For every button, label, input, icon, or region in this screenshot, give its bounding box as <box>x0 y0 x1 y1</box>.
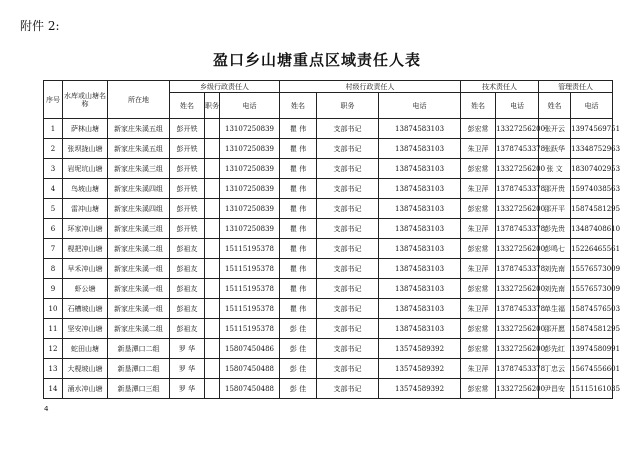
township-name: 彭开铁 <box>170 159 205 179</box>
village-post: 支部书记 <box>317 139 379 159</box>
row-number: 11 <box>44 319 63 339</box>
township-phone: 15115195378 <box>220 319 280 339</box>
header-v-name: 姓名 <box>280 93 317 119</box>
township-post <box>205 379 220 399</box>
manager-phone: 13487408610 <box>571 219 613 239</box>
township-phone: 13107250839 <box>220 119 280 139</box>
manager-phone: 15115161035 <box>571 379 613 399</box>
village-post: 支部书记 <box>317 259 379 279</box>
township-phone: 15115195378 <box>220 299 280 319</box>
header-v-phone: 电话 <box>379 93 461 119</box>
table-row <box>44 279 613 299</box>
village-name: 瞿 伟 <box>280 199 317 219</box>
header-tech-name: 姓名 <box>461 93 496 119</box>
village-phone: 13874583103 <box>379 279 461 299</box>
tech-phone: 13327256200 <box>496 339 539 359</box>
village-post: 支部书记 <box>317 339 379 359</box>
table-row <box>44 159 613 179</box>
tech-phone: 13787453378 <box>496 139 539 159</box>
header-seq: 序号 <box>44 81 63 119</box>
township-phone: 15115195378 <box>220 259 280 279</box>
village-name: 瞿 伟 <box>280 299 317 319</box>
manager-name: 单生福 <box>539 299 571 319</box>
village-phone: 13874583103 <box>379 239 461 259</box>
village-name: 彭 佳 <box>280 359 317 379</box>
reservoir-name: 萨林山塘 <box>63 119 108 139</box>
table-row <box>44 179 613 199</box>
tech-name: 朱卫萍 <box>461 259 496 279</box>
village-phone: 13874583103 <box>379 219 461 239</box>
reservoir-name: 蛇田山塘 <box>63 339 108 359</box>
township-name: 彭祖友 <box>170 279 205 299</box>
manager-phone: 15874581295 <box>571 319 613 339</box>
village-post: 支部书记 <box>317 299 379 319</box>
tech-phone: 13327256200 <box>496 279 539 299</box>
reservoir-name: 坚安冲山塘 <box>63 319 108 339</box>
manager-phone: 15874581295 <box>571 199 613 219</box>
tech-name: 朱卫萍 <box>461 139 496 159</box>
row-number: 13 <box>44 359 63 379</box>
village-phone: 13874583103 <box>379 199 461 219</box>
reservoir-name: 早禾冲山塘 <box>63 259 108 279</box>
location: 新家庄朱溪一组 <box>108 279 170 299</box>
page-title: 盈口乡山塘重点区域责任人表 <box>212 51 421 69</box>
row-number: 4 <box>44 179 63 199</box>
row-number: 3 <box>44 159 63 179</box>
township-name: 彭祖友 <box>170 239 205 259</box>
township-phone: 15807450488 <box>220 379 280 399</box>
village-phone: 13874583103 <box>379 179 461 199</box>
header-t-phone: 电话 <box>220 93 280 119</box>
header-row-groups <box>44 81 613 93</box>
reservoir-name: 枧把冲山塘 <box>63 239 108 259</box>
village-post: 支部书记 <box>317 379 379 399</box>
tech-phone: 13327256200 <box>496 119 539 139</box>
table-row <box>44 259 613 279</box>
village-name: 瞿 伟 <box>280 119 317 139</box>
header-mgmt-group: 管理责任人 <box>539 81 613 93</box>
township-post <box>205 359 220 379</box>
manager-phone: 13348752963 <box>571 139 613 159</box>
location: 新家庄朱溪四组 <box>108 199 170 219</box>
village-post: 支部书记 <box>317 279 379 299</box>
reservoir-name: 大枧坡山塘 <box>63 359 108 379</box>
township-post <box>205 139 220 159</box>
location: 新家庄朱溪五组 <box>108 139 170 159</box>
location: 新垦潭口二组 <box>108 359 170 379</box>
manager-name: 丁忠云 <box>539 359 571 379</box>
reservoir-name: 雷冲山塘 <box>63 199 108 219</box>
village-phone: 13574589392 <box>379 339 461 359</box>
township-name: 彭开铁 <box>170 219 205 239</box>
tech-phone: 13327256200 <box>496 319 539 339</box>
tech-phone: 13787453378 <box>496 359 539 379</box>
header-tech-phone: 电话 <box>496 93 539 119</box>
location: 新家庄朱溪三组 <box>108 159 170 179</box>
township-post <box>205 279 220 299</box>
location: 新家庄朱溪五组 <box>108 119 170 139</box>
manager-phone: 15226465561 <box>571 239 613 259</box>
row-number: 7 <box>44 239 63 259</box>
township-phone: 13107250839 <box>220 219 280 239</box>
village-phone: 13874583103 <box>379 159 461 179</box>
township-name: 罗 华 <box>170 359 205 379</box>
table-row <box>44 319 613 339</box>
township-phone: 15115195378 <box>220 239 280 259</box>
township-name: 彭祖友 <box>170 259 205 279</box>
township-phone: 15807450488 <box>220 359 280 379</box>
village-name: 瞿 伟 <box>280 239 317 259</box>
manager-phone: 15674556601 <box>571 359 613 379</box>
manager-phone: 13974580991 <box>571 339 613 359</box>
township-name: 罗 华 <box>170 379 205 399</box>
village-name: 彭 佳 <box>280 379 317 399</box>
table-row <box>44 299 613 319</box>
township-post <box>205 179 220 199</box>
tech-name: 彭宏常 <box>461 119 496 139</box>
table-body <box>44 119 621 399</box>
manager-phone: 18307402953 <box>571 159 613 179</box>
manager-name: 彭先贵 <box>539 219 571 239</box>
tech-name: 彭宏常 <box>461 339 496 359</box>
table-row <box>44 219 613 239</box>
header-m-phone: 电话 <box>571 93 613 119</box>
manager-name: 张跃华 <box>539 139 571 159</box>
tech-name: 彭宏常 <box>461 319 496 339</box>
table-row <box>44 379 613 399</box>
manager-name: 张 文 <box>539 159 571 179</box>
reservoir-name: 虾公塘 <box>63 279 108 299</box>
table-row <box>44 139 613 159</box>
header-v-post: 职务 <box>317 93 379 119</box>
village-post: 支部书记 <box>317 179 379 199</box>
location: 新家庄朱溪三组 <box>108 219 170 239</box>
manager-name: 彭鸣七 <box>539 239 571 259</box>
township-name: 彭祖友 <box>170 319 205 339</box>
tech-phone: 13787453378 <box>496 179 539 199</box>
tech-phone: 13787453378 <box>496 259 539 279</box>
township-phone: 13107250839 <box>220 159 280 179</box>
reservoir-name: 涌水冲山塘 <box>63 379 108 399</box>
tech-name: 彭宏常 <box>461 279 496 299</box>
village-name: 彭 佳 <box>280 339 317 359</box>
township-post <box>205 239 220 259</box>
township-post <box>205 219 220 239</box>
tech-name: 朱卫萍 <box>461 179 496 199</box>
manager-phone: 15974038563 <box>571 179 613 199</box>
village-post: 支部书记 <box>317 359 379 379</box>
table-row <box>44 339 613 359</box>
location: 新家庄朱溪二组 <box>108 319 170 339</box>
manager-name: 刘先南 <box>539 259 571 279</box>
manager-phone: 13974569751 <box>571 119 613 139</box>
township-name: 彭开铁 <box>170 119 205 139</box>
row-number: 10 <box>44 299 63 319</box>
tech-phone: 13327256200 <box>496 379 539 399</box>
village-phone: 13574589392 <box>379 359 461 379</box>
township-name: 彭开铁 <box>170 179 205 199</box>
reservoir-name: 张坝拢山塘 <box>63 139 108 159</box>
township-post <box>205 319 220 339</box>
row-number: 2 <box>44 139 63 159</box>
header-township-group: 乡级行政责任人 <box>170 81 280 93</box>
row-number: 5 <box>44 199 63 219</box>
manager-phone: 15874576503 <box>571 299 613 319</box>
page-number: 4 <box>44 405 49 413</box>
row-number: 1 <box>44 119 63 139</box>
township-phone: 15115195378 <box>220 279 280 299</box>
header-t-name: 姓名 <box>170 93 205 119</box>
township-post <box>205 119 220 139</box>
manager-name: 刘先南 <box>539 279 571 299</box>
tech-name: 朱卫萍 <box>461 359 496 379</box>
location: 新家庄朱溪一组 <box>108 259 170 279</box>
header-tech-group: 技术责任人 <box>461 81 539 93</box>
village-post: 支部书记 <box>317 319 379 339</box>
location: 新家庄朱溪一组 <box>108 299 170 319</box>
township-post <box>205 159 220 179</box>
manager-name: 尹昌安 <box>539 379 571 399</box>
row-number: 14 <box>44 379 63 399</box>
village-post: 支部书记 <box>317 159 379 179</box>
header-m-name: 姓名 <box>539 93 571 119</box>
manager-phone: 15576573009 <box>571 259 613 279</box>
village-phone: 13574589392 <box>379 379 461 399</box>
tech-phone: 13327256200 <box>496 159 539 179</box>
reservoir-name: 环家冲山塘 <box>63 219 108 239</box>
township-post <box>205 199 220 219</box>
manager-name: 邵开愿 <box>539 319 571 339</box>
village-post: 支部书记 <box>317 119 379 139</box>
tech-name: 彭宏常 <box>461 159 496 179</box>
village-name: 瞿 伟 <box>280 219 317 239</box>
village-name: 瞿 伟 <box>280 159 317 179</box>
township-post <box>205 299 220 319</box>
tech-name: 彭宏常 <box>461 379 496 399</box>
township-phone: 13107250839 <box>220 199 280 219</box>
township-phone: 13107250839 <box>220 179 280 199</box>
row-number: 8 <box>44 259 63 279</box>
manager-name: 张开云 <box>539 119 571 139</box>
header-location: 所在地 <box>108 81 170 119</box>
tech-phone: 13787453378 <box>496 299 539 319</box>
row-number: 12 <box>44 339 63 359</box>
tech-phone: 13327256200 <box>496 199 539 219</box>
manager-phone: 15576573009 <box>571 279 613 299</box>
township-name: 彭祖友 <box>170 299 205 319</box>
header-t-post: 职务 <box>205 93 220 119</box>
attachment-label: 附件 2: <box>20 19 60 33</box>
tech-name: 彭宏常 <box>461 199 496 219</box>
location: 新垦潭口二组 <box>108 339 170 359</box>
village-name: 瞿 伟 <box>280 279 317 299</box>
township-post <box>205 259 220 279</box>
tech-phone: 13327256200 <box>496 239 539 259</box>
township-name: 罗 华 <box>170 339 205 359</box>
reservoir-name: 石槽坡山塘 <box>63 299 108 319</box>
township-post <box>205 339 220 359</box>
village-phone: 13874583103 <box>379 299 461 319</box>
township-name: 彭开铁 <box>170 199 205 219</box>
row-number: 9 <box>44 279 63 299</box>
village-post: 支部书记 <box>317 239 379 259</box>
village-name: 彭 佳 <box>280 319 317 339</box>
village-phone: 13874583103 <box>379 119 461 139</box>
location: 新家庄朱溪二组 <box>108 239 170 259</box>
tech-name: 朱卫萍 <box>461 219 496 239</box>
village-phone: 13874583103 <box>379 259 461 279</box>
reservoir-name: 鸟坡山塘 <box>63 179 108 199</box>
location: 新家庄朱溪四组 <box>108 179 170 199</box>
village-post: 支部书记 <box>317 219 379 239</box>
table-row <box>44 239 613 259</box>
table-row <box>44 359 613 379</box>
row-number: 6 <box>44 219 63 239</box>
village-name: 瞿 伟 <box>280 259 317 279</box>
table-row <box>44 199 613 219</box>
header-reservoir: 水库或山塘名称 <box>63 81 108 119</box>
township-name: 彭开铁 <box>170 139 205 159</box>
table-row <box>44 119 613 139</box>
manager-name: 邵开贵 <box>539 179 571 199</box>
tech-name: 朱卫萍 <box>461 299 496 319</box>
responsibility-table <box>43 80 621 399</box>
village-phone: 13874583103 <box>379 319 461 339</box>
manager-name: 邵开平 <box>539 199 571 219</box>
tech-phone: 13787453378 <box>496 219 539 239</box>
village-name: 瞿 伟 <box>280 179 317 199</box>
township-phone: 15807450486 <box>220 339 280 359</box>
header-village-group: 村级行政责任人 <box>280 81 461 93</box>
township-phone: 13107250839 <box>220 139 280 159</box>
village-phone: 13874583103 <box>379 139 461 159</box>
reservoir-name: 岩坭坑山塘 <box>63 159 108 179</box>
location: 新垦潭口三组 <box>108 379 170 399</box>
village-post: 支部书记 <box>317 199 379 219</box>
tech-name: 彭宏常 <box>461 239 496 259</box>
village-name: 瞿 伟 <box>280 139 317 159</box>
manager-name: 彭先红 <box>539 339 571 359</box>
